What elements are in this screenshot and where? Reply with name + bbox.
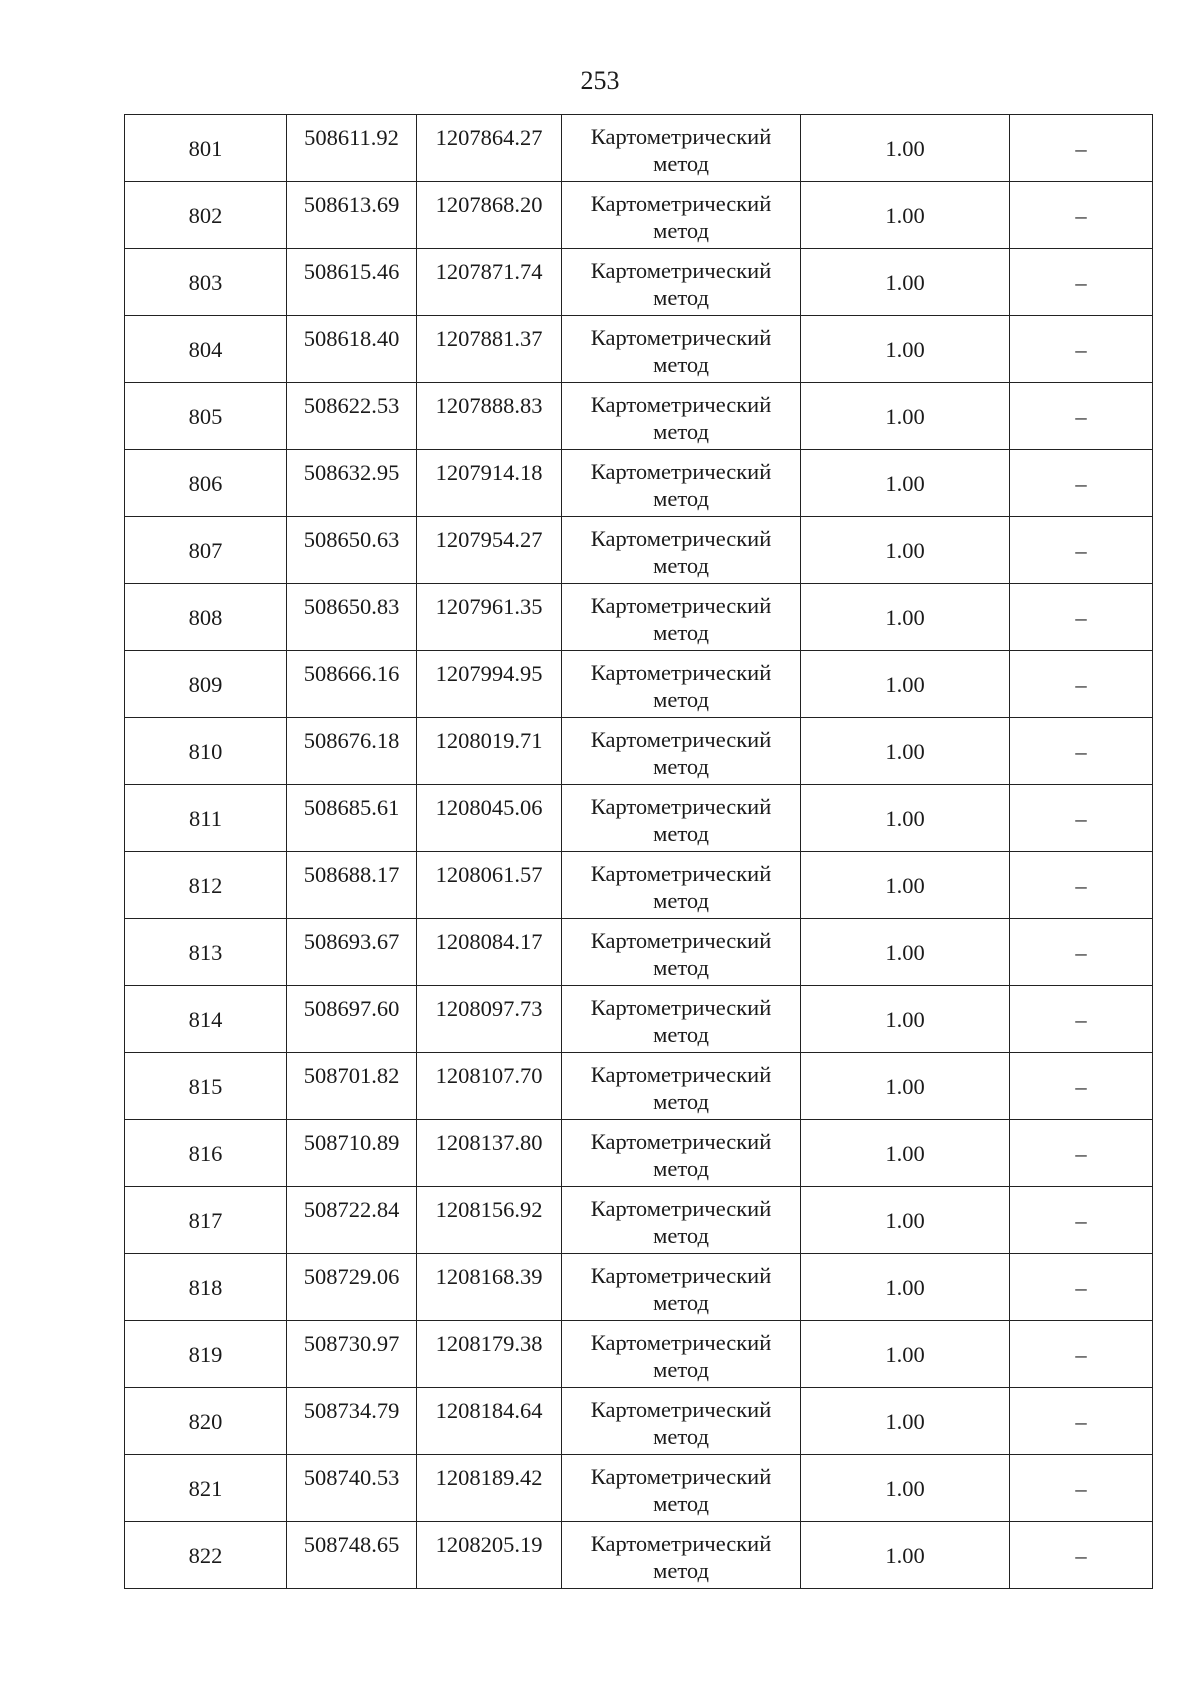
coordinates-table (124, 114, 1153, 1589)
point-number-cell: 819 (125, 1321, 287, 1388)
method-cell: Картометрический метод (562, 785, 801, 852)
table-row (125, 584, 1153, 651)
y-coordinate-cell: 1208061.57 (417, 852, 562, 919)
note-cell: – (1010, 986, 1153, 1053)
method-cell: Картометрический метод (562, 1187, 801, 1254)
accuracy-cell: 1.00 (801, 383, 1010, 450)
point-number-cell: 813 (125, 919, 287, 986)
point-number-cell: 811 (125, 785, 287, 852)
note-cell: – (1010, 1120, 1153, 1187)
table-row (125, 919, 1153, 986)
x-coordinate-cell: 508622.53 (287, 383, 417, 450)
accuracy-cell: 1.00 (801, 651, 1010, 718)
table-row (125, 517, 1153, 584)
y-coordinate-cell: 1207871.74 (417, 249, 562, 316)
point-number-cell: 809 (125, 651, 287, 718)
x-coordinate-cell: 508701.82 (287, 1053, 417, 1120)
method-cell: Картометрический метод (562, 383, 801, 450)
point-number-cell: 807 (125, 517, 287, 584)
point-number-cell: 815 (125, 1053, 287, 1120)
x-coordinate-cell: 508748.65 (287, 1522, 417, 1589)
accuracy-cell: 1.00 (801, 249, 1010, 316)
method-cell: Картометрический метод (562, 1388, 801, 1455)
accuracy-cell: 1.00 (801, 450, 1010, 517)
table-row (125, 249, 1153, 316)
y-coordinate-cell: 1208045.06 (417, 785, 562, 852)
method-cell: Картометрический метод (562, 852, 801, 919)
method-cell: Картометрический метод (562, 517, 801, 584)
point-number-cell: 803 (125, 249, 287, 316)
method-cell: Картометрический метод (562, 1254, 801, 1321)
y-coordinate-cell: 1207888.83 (417, 383, 562, 450)
x-coordinate-cell: 508740.53 (287, 1455, 417, 1522)
y-coordinate-cell: 1208184.64 (417, 1388, 562, 1455)
point-number-cell: 818 (125, 1254, 287, 1321)
table-row (125, 852, 1153, 919)
table-row (125, 986, 1153, 1053)
accuracy-cell: 1.00 (801, 1187, 1010, 1254)
accuracy-cell: 1.00 (801, 1254, 1010, 1321)
point-number-cell: 822 (125, 1522, 287, 1589)
note-cell: – (1010, 1321, 1153, 1388)
y-coordinate-cell: 1208189.42 (417, 1455, 562, 1522)
table-row (125, 1254, 1153, 1321)
method-cell: Картометрический метод (562, 651, 801, 718)
point-number-cell: 806 (125, 450, 287, 517)
method-cell: Картометрический метод (562, 182, 801, 249)
accuracy-cell: 1.00 (801, 517, 1010, 584)
table-body (125, 115, 1153, 1589)
point-number-cell: 820 (125, 1388, 287, 1455)
accuracy-cell: 1.00 (801, 1321, 1010, 1388)
note-cell: – (1010, 1522, 1153, 1589)
method-cell: Картометрический метод (562, 249, 801, 316)
accuracy-cell: 1.00 (801, 182, 1010, 249)
point-number-cell: 801 (125, 115, 287, 182)
page-number: 253 (580, 66, 620, 95)
note-cell: – (1010, 1053, 1153, 1120)
x-coordinate-cell: 508615.46 (287, 249, 417, 316)
y-coordinate-cell: 1207961.35 (417, 584, 562, 651)
accuracy-cell: 1.00 (801, 986, 1010, 1053)
note-cell: – (1010, 651, 1153, 718)
point-number-cell: 816 (125, 1120, 287, 1187)
point-number-cell: 817 (125, 1187, 287, 1254)
y-coordinate-cell: 1207994.95 (417, 651, 562, 718)
x-coordinate-cell: 508729.06 (287, 1254, 417, 1321)
x-coordinate-cell: 508688.17 (287, 852, 417, 919)
x-coordinate-cell: 508710.89 (287, 1120, 417, 1187)
y-coordinate-cell: 1208205.19 (417, 1522, 562, 1589)
table-row (125, 1053, 1153, 1120)
x-coordinate-cell: 508734.79 (287, 1388, 417, 1455)
accuracy-cell: 1.00 (801, 1522, 1010, 1589)
x-coordinate-cell: 508697.60 (287, 986, 417, 1053)
method-cell: Картометрический метод (562, 718, 801, 785)
table-row (125, 785, 1153, 852)
note-cell: – (1010, 718, 1153, 785)
note-cell: – (1010, 249, 1153, 316)
point-number-cell: 814 (125, 986, 287, 1053)
point-number-cell: 810 (125, 718, 287, 785)
method-cell: Картометрический метод (562, 1120, 801, 1187)
x-coordinate-cell: 508693.67 (287, 919, 417, 986)
x-coordinate-cell: 508632.95 (287, 450, 417, 517)
table-row (125, 383, 1153, 450)
note-cell: – (1010, 450, 1153, 517)
method-cell: Картометрический метод (562, 1455, 801, 1522)
accuracy-cell: 1.00 (801, 1053, 1010, 1120)
method-cell: Картометрический метод (562, 450, 801, 517)
accuracy-cell: 1.00 (801, 852, 1010, 919)
x-coordinate-cell: 508685.61 (287, 785, 417, 852)
note-cell: – (1010, 584, 1153, 651)
table-row (125, 450, 1153, 517)
point-number-cell: 812 (125, 852, 287, 919)
x-coordinate-cell: 508650.83 (287, 584, 417, 651)
y-coordinate-cell: 1208107.70 (417, 1053, 562, 1120)
y-coordinate-cell: 1208019.71 (417, 718, 562, 785)
table-row (125, 718, 1153, 785)
accuracy-cell: 1.00 (801, 115, 1010, 182)
x-coordinate-cell: 508676.18 (287, 718, 417, 785)
table-row (125, 651, 1153, 718)
accuracy-cell: 1.00 (801, 785, 1010, 852)
method-cell: Картометрический метод (562, 115, 801, 182)
x-coordinate-cell: 508650.63 (287, 517, 417, 584)
method-cell: Картометрический метод (562, 1321, 801, 1388)
accuracy-cell: 1.00 (801, 316, 1010, 383)
note-cell: – (1010, 1187, 1153, 1254)
point-number-cell: 805 (125, 383, 287, 450)
table-row (125, 1187, 1153, 1254)
method-cell: Картометрический метод (562, 919, 801, 986)
y-coordinate-cell: 1208137.80 (417, 1120, 562, 1187)
note-cell: – (1010, 1254, 1153, 1321)
y-coordinate-cell: 1207868.20 (417, 182, 562, 249)
note-cell: – (1010, 919, 1153, 986)
note-cell: – (1010, 316, 1153, 383)
x-coordinate-cell: 508611.92 (287, 115, 417, 182)
point-number-cell: 802 (125, 182, 287, 249)
note-cell: – (1010, 182, 1153, 249)
y-coordinate-cell: 1208168.39 (417, 1254, 562, 1321)
table-row (125, 316, 1153, 383)
note-cell: – (1010, 115, 1153, 182)
method-cell: Картометрический метод (562, 986, 801, 1053)
accuracy-cell: 1.00 (801, 718, 1010, 785)
y-coordinate-cell: 1208179.38 (417, 1321, 562, 1388)
point-number-cell: 804 (125, 316, 287, 383)
accuracy-cell: 1.00 (801, 584, 1010, 651)
note-cell: – (1010, 1388, 1153, 1455)
accuracy-cell: 1.00 (801, 1388, 1010, 1455)
table-row (125, 1455, 1153, 1522)
table-row (125, 1388, 1153, 1455)
x-coordinate-cell: 508618.40 (287, 316, 417, 383)
y-coordinate-cell: 1208097.73 (417, 986, 562, 1053)
table-row (125, 1522, 1153, 1589)
y-coordinate-cell: 1208084.17 (417, 919, 562, 986)
method-cell: Картометрический метод (562, 1053, 801, 1120)
x-coordinate-cell: 508722.84 (287, 1187, 417, 1254)
note-cell: – (1010, 852, 1153, 919)
y-coordinate-cell: 1207881.37 (417, 316, 562, 383)
method-cell: Картометрический метод (562, 584, 801, 651)
x-coordinate-cell: 508613.69 (287, 182, 417, 249)
note-cell: – (1010, 785, 1153, 852)
method-cell: Картометрический метод (562, 316, 801, 383)
table-row (125, 1120, 1153, 1187)
y-coordinate-cell: 1207864.27 (417, 115, 562, 182)
point-number-cell: 821 (125, 1455, 287, 1522)
note-cell: – (1010, 383, 1153, 450)
table-row (125, 115, 1153, 182)
point-number-cell: 808 (125, 584, 287, 651)
x-coordinate-cell: 508730.97 (287, 1321, 417, 1388)
note-cell: – (1010, 517, 1153, 584)
table-row (125, 1321, 1153, 1388)
accuracy-cell: 1.00 (801, 1120, 1010, 1187)
y-coordinate-cell: 1207954.27 (417, 517, 562, 584)
note-cell: – (1010, 1455, 1153, 1522)
accuracy-cell: 1.00 (801, 919, 1010, 986)
x-coordinate-cell: 508666.16 (287, 651, 417, 718)
method-cell: Картометрический метод (562, 1522, 801, 1589)
accuracy-cell: 1.00 (801, 1455, 1010, 1522)
y-coordinate-cell: 1208156.92 (417, 1187, 562, 1254)
y-coordinate-cell: 1207914.18 (417, 450, 562, 517)
table-row (125, 182, 1153, 249)
